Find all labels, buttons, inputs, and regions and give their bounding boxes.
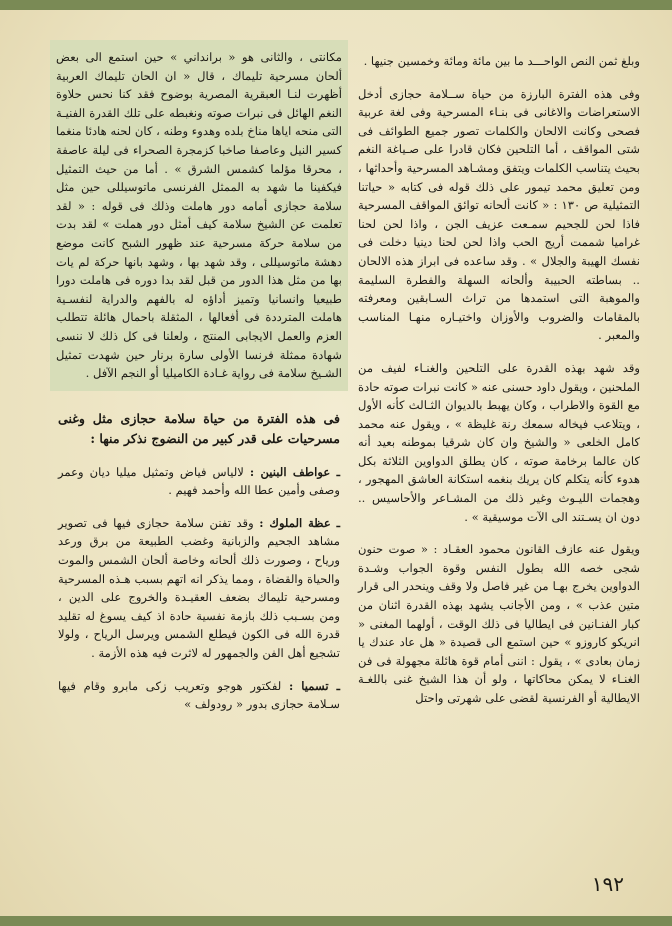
highlight-box xyxy=(50,40,348,391)
bottom-border-bar xyxy=(0,916,672,926)
entry-2 xyxy=(58,514,340,663)
entry-1-text: لالياس فياض وتمثيل ميليا ديان وعمر وصفى وأمين عطا الله وأحمد فهيم . xyxy=(58,464,340,498)
right-paragraph-2: وفى هذه الفترة البارزة من حياة ســلامة حجازى أدخل الاستعراضات والاغانى فى بنـاء المسرحية وفى لغة عربية فصحى وكانت الالحان والكلمات تصور جميع الطوائف فى شتى المواقف ، أما التلحين فكان قادرا على صـياغة النغم بحيث يتناسب الكلمات ويتفق ومشـاهد المسرحية وأحداثها ، ومن تعليق محمد تيمور على ذلك قوله فى كتابه « حياتنا التمثيلية ص ١٣٠ : « كانت ألحانه توائق المواقف المسرحية فاذا لحن للجحيم سمـعت عزيف الجن ، واذا لحن لحنا غراميا شممت أريج الحب واذا لحن لحنا دينيا دخلت فى نفسك الهيبة والجلال » . وقد ساعده فى ابراز هذه الالحان .. بساطته الحبيبة وألحانه السهلة والفطرة السليمة والموهبة التى استمدها من تراث السـابقين ومعرفته بالمقامات والضروب والأوزان واختيـاره منهـا المناسب والمعبر . xyxy=(358,86,640,343)
top-border-bar xyxy=(0,0,672,10)
entry-2-text: وقد تفنن سلامة حجازى فيها فى تصوير مشاهد الجحيم والزبانية وغضب الطبيعة من برق ورعد ورياح ، وصورت ذلك ألحانه وخاصة ألحان الشمس والموت والحياة والقضاة ، ومما يذكر انه اتهم بسبب هـذه المسرحية ومسرحية تليماك بضعف العقيـدة والخروج على الدين ، ومن بسـبب ذلك بازمة نفسية حادة اذ كيف يسوغ له تقليد قدرة الله فى الكون فيطلع الشمس ويرسل الرياح ، ولولا تشجيع أهل الفن والجمهور له لاثرت فيه هذه الأزمة . xyxy=(58,515,340,661)
left-paragraph-1: مكانتى ، والثانى هو « برانداني » حين استمع الى بعض ألحان مسرحية تليماك ، قال « ان الحان تليماك العربية أظهرت لنـا العبقرية المصرية بوضوح فقد كنا نحس حلاوة النغم الهائل فى نبرات صوته ونغبطه على تلك القدرة الفنيـة التى منحه اياها مناخ بلده وهدوء وطنه ، كان لحنه هادئا منغما كسير النيل وعاصفا صاخبا كزمجرة الصحراء فى ليلة عاصفة ، محرقا مؤلما كشمس الشرق » . أما من حيث التمثيل فيكفينا ما شهد به الممثل الفرنسى ماتوسيللى حين مثل سلامة حجازى أمامه دور هاملت وذلك فى قوله : « لقد تعلمت عن الشيخ سلامة كيف أمثل دور هملت » لقد بدت من سلامة حركة مسرحية عند ظهور الشبح كانت موضع دهشة ماتوسيللى ، وقد شهد بها ، وشهد بانها حركة لم يات بها من مثل هذا الدور من قبل لقد بدا دوره فى هاملت دورا طبيعيا وانسانيا وتميز أداؤه له بالفهم والدراية لنفسـية هاملت المترددة فى أفعالها ، المثقلة باحمال هائلة تتطلب العزم والعمل الايجابى المنتج ، ولعلنا فى كل ذلك لا ننسى شهادة ممثلة فرنسا الأولى سارة برنار حين شهدت تمثيل الشـيخ سلامة فى رواية غـادة الكاميليا أو النجم الآفل . xyxy=(56,50,342,381)
page-number: ١٩٢ xyxy=(591,872,624,896)
entry-3-text: لفكتور هوجو وتعريب زكى مابرو وقام فيها سـلامة حجازى بدور « رودولف » xyxy=(58,678,340,712)
entry-3 xyxy=(58,677,340,714)
right-paragraph-1: وبلغ ثمن النص الواحـــد ما بين مائة ومائة وخمسين جنيها . xyxy=(363,54,640,68)
right-paragraph-4: ويقول عنه عازف القانون محمود العقـاد : « صوت حنون شجى خصه الله بطول النفس وقوة الجواب وشـدة الدواوين يخرج بهـا من غير فاصل ولا وقف وينحدر الى قرار متين عذب » ، ومن الأجانب يشهد بهذه القدرة اثنان من كبار الفنـانين فى ايطاليا فى ذلك الوقت ، أولهما المغنى « انريكو كاروزو » حين استمع الى قصيدة « هل عاد عندك يا زمان بعادى » ، يقول : اننى أمام قوة هائلة مجهولة فى فن الغنـاء لا يمكن محاكاتها ، ولو أن هذا الشيخ غنى باللغـة الايطالية أو الفرنسية لقضى على شهرتى واحتل xyxy=(358,542,640,705)
right-column xyxy=(358,52,640,722)
entry-1-title: ـ عواطف البنين : xyxy=(249,464,340,479)
section-heading: فى هذه الفترة من حياة سلامة حجازى مثل وغنى مسرحيات على قدر كبير من النضوج نذكر منها : xyxy=(58,410,340,446)
entry-1 xyxy=(58,463,340,500)
entry-3-title: ـ تسميا : xyxy=(288,678,340,693)
right-paragraph-3: وقد شهد بهذه القدرة على التلحين والغنـاء لفيف من الملحنين ، ويقول داود حسنى عنه « كانت نبرات صوته حادة مع القوة والاطراب ، وكان يهبط بالديوان الثـالث كأنه الأول ، ويتلاعب فيخاله سمعك رنة غليظة » ، ويقول عنه محمد كامل الخلعى « والشيخ وان كان شرقيا بموطنه بعيد أنه كان عالما برخامة صوته ، كان يطلق الدواوين الثلاثة بكل هدوء كأنه يتكلم كان يريك بنغمه استكانة العاشق المهجور ، وهجمات الليـوث وغير ذلك من المشـاعر والأحاسيس .. دون ان يسـتند الى الآت موسيقية » . xyxy=(358,360,640,524)
left-column xyxy=(58,52,340,728)
entry-2-title: ـ عظة الملوك : xyxy=(259,515,341,530)
